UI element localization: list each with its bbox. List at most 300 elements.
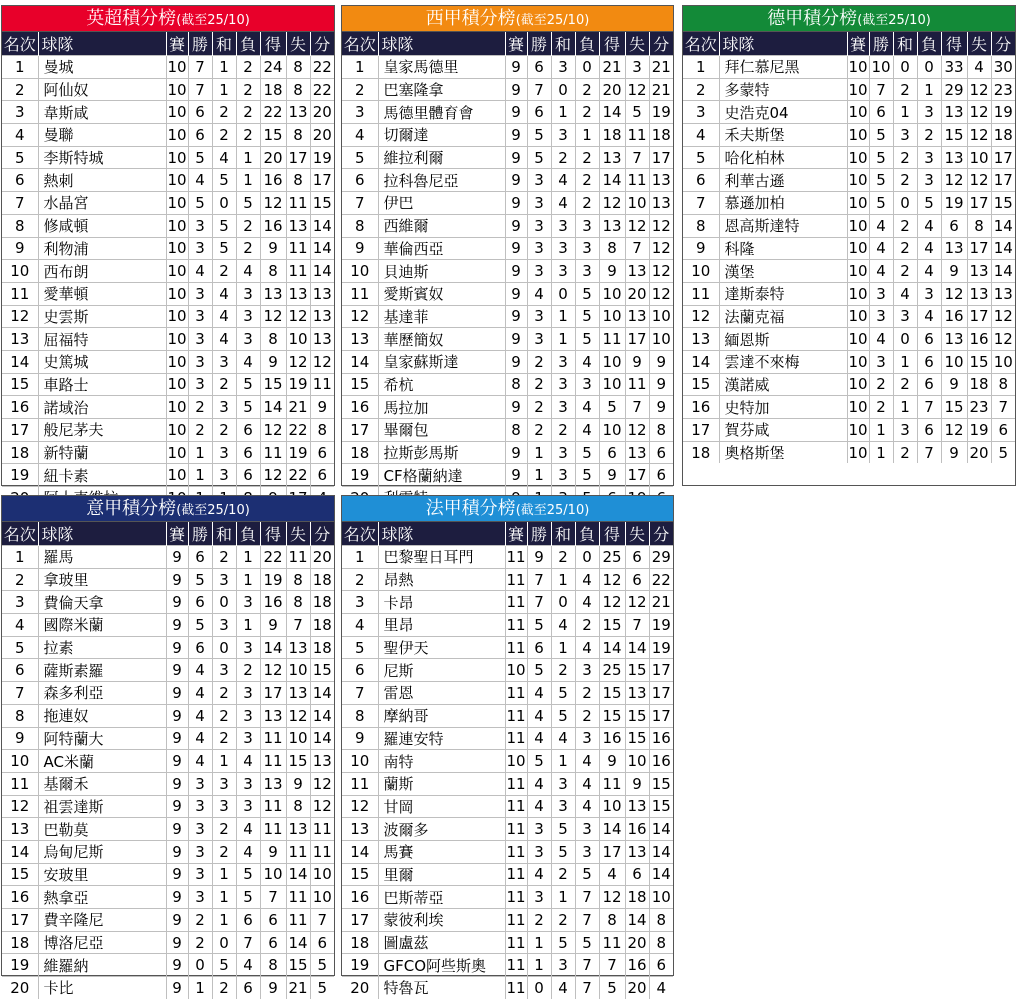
stat-cell: 12 (991, 305, 1015, 328)
stat-cell: 9 (166, 682, 188, 705)
stat-cell: 15 (649, 772, 673, 795)
team-name: 雲達不來梅 (719, 350, 847, 373)
stat-cell: 9 (505, 305, 527, 328)
table-row (2, 169, 334, 192)
stat-cell: 3 (212, 614, 236, 637)
stat-cell: 18 (310, 591, 334, 614)
stat-cell: 4 (575, 350, 599, 373)
team-name: AC米蘭 (38, 750, 166, 773)
stat-cell: 2 (212, 727, 236, 750)
stat-cell: 9 (166, 704, 188, 727)
stat-cell: 15 (260, 373, 286, 396)
stat-cell: 5 (683, 146, 719, 169)
stat-cell: 20 (310, 101, 334, 124)
stat-cell: 9 (166, 840, 188, 863)
stat-cell: 12 (625, 78, 649, 101)
column-header: 賽 (166, 32, 188, 56)
stat-cell: 1 (893, 350, 917, 373)
team-name: 禾夫斯堡 (719, 124, 847, 147)
stat-cell: 1 (212, 750, 236, 773)
stat-cell: 13 (286, 282, 310, 305)
stat-cell: 15 (967, 350, 991, 373)
stat-cell: 2 (236, 659, 260, 682)
stat-cell: 6 (917, 350, 941, 373)
header-row (2, 32, 334, 56)
header-row (342, 522, 673, 546)
stat-cell: 14 (599, 636, 625, 659)
stat-cell: 8 (342, 214, 378, 237)
stat-cell: 5 (188, 614, 212, 637)
stat-cell: 10 (847, 419, 869, 442)
stat-cell: 19 (286, 441, 310, 464)
table-row (342, 260, 673, 283)
stat-cell: 5 (869, 169, 893, 192)
column-header: 名次 (2, 32, 38, 56)
stat-cell: 2 (575, 146, 599, 169)
stat-cell: 10 (847, 260, 869, 283)
stat-cell: 3 (527, 886, 551, 909)
table-row (2, 659, 334, 682)
stat-cell: 0 (527, 977, 551, 999)
stat-cell: 1 (212, 909, 236, 932)
stat-cell: 12 (260, 192, 286, 215)
stat-cell: 22 (286, 464, 310, 487)
team-name: 波爾多 (378, 818, 505, 841)
stat-cell: 4 (236, 350, 260, 373)
stat-cell: 3 (188, 350, 212, 373)
team-name: 賀芬咸 (719, 419, 847, 442)
stat-cell: 11 (599, 931, 625, 954)
stat-cell: 10 (2, 750, 38, 773)
stat-cell: 11 (505, 818, 527, 841)
laliga-title (342, 6, 673, 32)
team-name: 利華古遜 (719, 169, 847, 192)
stat-cell: 3 (551, 237, 575, 260)
stat-cell: 18 (683, 441, 719, 463)
stat-cell: 20 (2, 977, 38, 999)
stat-cell: 2 (917, 124, 941, 147)
stat-cell: 11 (599, 772, 625, 795)
stat-cell: 9 (505, 214, 527, 237)
stat-cell: 4 (917, 237, 941, 260)
stat-cell: 13 (310, 282, 334, 305)
stat-cell: 22 (310, 78, 334, 101)
stat-cell: 11 (505, 546, 527, 569)
stat-cell: 16 (2, 396, 38, 419)
table-row (683, 237, 1015, 260)
team-name: 拖連奴 (38, 704, 166, 727)
team-name: 哈化柏林 (719, 146, 847, 169)
stat-cell: 1 (551, 568, 575, 591)
stat-cell: 2 (551, 546, 575, 569)
stat-cell: 8 (649, 419, 673, 442)
stat-cell: 2 (188, 396, 212, 419)
stat-cell: 5 (212, 214, 236, 237)
team-name: 羅連安特 (378, 727, 505, 750)
team-name: 新特蘭 (38, 441, 166, 464)
column-header: 勝 (869, 32, 893, 56)
stat-cell: 14 (310, 237, 334, 260)
stat-cell: 0 (893, 328, 917, 351)
stat-cell: 12 (625, 214, 649, 237)
stat-cell: 11 (505, 704, 527, 727)
stat-cell: 9 (505, 441, 527, 464)
team-name: 里爾 (378, 863, 505, 886)
stat-cell: 9 (260, 350, 286, 373)
stat-cell: 13 (310, 750, 334, 773)
table-row (2, 909, 334, 932)
stat-cell: 19 (967, 419, 991, 442)
stat-cell: 2 (575, 78, 599, 101)
header-row (342, 32, 673, 56)
team-name: 紐卡素 (38, 464, 166, 487)
stat-cell: 4 (527, 282, 551, 305)
stat-cell: 12 (599, 886, 625, 909)
stat-cell: 10 (286, 659, 310, 682)
stat-cell: 3 (551, 464, 575, 487)
stat-cell: 4 (236, 840, 260, 863)
stat-cell: 8 (649, 931, 673, 954)
team-name: 摩納哥 (378, 704, 505, 727)
table-row (342, 441, 673, 464)
stat-cell: 16 (649, 727, 673, 750)
stat-cell: 14 (310, 214, 334, 237)
column-header: 負 (236, 522, 260, 546)
stat-cell: 10 (847, 373, 869, 396)
stat-cell: 11 (260, 441, 286, 464)
team-name: 羅馬 (38, 546, 166, 569)
table-row (2, 373, 334, 396)
stat-cell: 7 (260, 886, 286, 909)
stat-cell: 20 (967, 441, 991, 463)
stat-cell: 11 (599, 328, 625, 351)
stat-cell: 12 (310, 350, 334, 373)
stat-cell: 11 (505, 840, 527, 863)
stat-cell: 3 (917, 282, 941, 305)
stat-cell: 12 (286, 350, 310, 373)
stat-cell: 5 (527, 614, 551, 637)
team-name: 安玻里 (38, 863, 166, 886)
stat-cell: 11 (286, 909, 310, 932)
stat-cell: 12 (310, 795, 334, 818)
stat-cell: 10 (847, 169, 869, 192)
table-row (342, 682, 673, 705)
stat-cell: 13 (625, 682, 649, 705)
stat-cell: 16 (2, 886, 38, 909)
stat-cell: 7 (869, 78, 893, 101)
stat-cell: 9 (505, 124, 527, 147)
table-row (342, 305, 673, 328)
stat-cell: 2 (236, 78, 260, 101)
stat-cell: 17 (967, 237, 991, 260)
stat-cell: 3 (236, 636, 260, 659)
stat-cell: 6 (649, 464, 673, 487)
stat-cell: 4 (599, 863, 625, 886)
seriea-title (2, 496, 334, 522)
stat-cell: 11 (260, 750, 286, 773)
team-name: 南特 (378, 750, 505, 773)
stat-cell: 10 (847, 101, 869, 124)
stat-cell: 14 (342, 840, 378, 863)
stat-cell: 3 (188, 818, 212, 841)
stat-cell: 10 (967, 146, 991, 169)
stat-cell: 13 (342, 328, 378, 351)
stat-cell: 3 (527, 260, 551, 283)
laliga-title-text: 西甲積分榜 (425, 8, 516, 29)
stat-cell: 6 (188, 124, 212, 147)
stat-cell: 9 (166, 772, 188, 795)
stat-cell: 0 (212, 636, 236, 659)
stat-cell: 2 (188, 419, 212, 442)
stat-cell: 4 (188, 682, 212, 705)
stat-cell: 11 (286, 260, 310, 283)
table-row (2, 636, 334, 659)
stat-cell: 1 (2, 546, 38, 569)
column-header: 得 (260, 522, 286, 546)
stat-cell: 15 (310, 659, 334, 682)
stat-cell: 5 (188, 568, 212, 591)
stat-cell: 10 (505, 659, 527, 682)
stat-cell: 10 (166, 237, 188, 260)
stat-cell: 13 (286, 214, 310, 237)
stat-cell: 2 (212, 546, 236, 569)
stat-cell: 5 (342, 146, 378, 169)
epl-subtitle: (截至25/10) (176, 13, 250, 28)
column-header: 球隊 (38, 32, 166, 56)
stat-cell: 2 (575, 101, 599, 124)
team-name: 蒙彼利埃 (378, 909, 505, 932)
stat-cell: 10 (599, 350, 625, 373)
stat-cell: 18 (310, 636, 334, 659)
stat-cell: 11 (505, 863, 527, 886)
stat-cell: 2 (212, 977, 236, 999)
team-name: 巴斯蒂亞 (378, 886, 505, 909)
stat-cell: 7 (342, 192, 378, 215)
laliga-subtitle: (截至25/10) (515, 13, 590, 28)
stat-cell: 9 (599, 464, 625, 487)
stat-cell: 3 (236, 772, 260, 795)
stat-cell: 2 (236, 214, 260, 237)
stat-cell: 2 (575, 682, 599, 705)
stat-cell: 0 (575, 546, 599, 569)
stat-cell: 1 (869, 441, 893, 463)
table-row (342, 396, 673, 419)
stat-cell: 13 (625, 441, 649, 464)
stat-cell: 17 (260, 682, 286, 705)
stat-cell: 11 (505, 591, 527, 614)
team-name: 畢爾包 (378, 419, 505, 442)
stat-cell: 16 (967, 328, 991, 351)
team-name: 希杭 (378, 373, 505, 396)
team-name: 史篤城 (38, 350, 166, 373)
stat-cell: 18 (2, 441, 38, 464)
stat-cell: 14 (649, 818, 673, 841)
table-row (342, 704, 673, 727)
stat-cell: 24 (260, 56, 286, 79)
team-name: 蘭斯 (378, 772, 505, 795)
stat-cell: 2 (893, 260, 917, 283)
stat-cell: 2 (893, 441, 917, 463)
table-row (683, 419, 1015, 442)
stat-cell: 4 (342, 614, 378, 637)
column-header: 賽 (847, 32, 869, 56)
stat-cell: 13 (649, 192, 673, 215)
stat-cell: 11 (310, 818, 334, 841)
stat-cell: 14 (310, 260, 334, 283)
stat-cell: 2 (893, 146, 917, 169)
table-row (683, 282, 1015, 305)
stat-cell: 13 (967, 282, 991, 305)
stat-cell: 10 (847, 192, 869, 215)
stat-cell: 12 (941, 419, 967, 442)
ligue1-table (342, 522, 673, 999)
stat-cell: 4 (188, 727, 212, 750)
stat-cell: 13 (625, 260, 649, 283)
stat-cell: 6 (625, 546, 649, 569)
stat-cell: 6 (236, 977, 260, 999)
stat-cell: 15 (599, 704, 625, 727)
stat-cell: 4 (551, 169, 575, 192)
stat-cell: 4 (683, 124, 719, 147)
stat-cell: 3 (2, 101, 38, 124)
table-row (2, 282, 334, 305)
stat-cell: 4 (2, 124, 38, 147)
stat-cell: 9 (941, 373, 967, 396)
table-row (2, 840, 334, 863)
stat-cell: 13 (2, 818, 38, 841)
stat-cell: 11 (505, 614, 527, 637)
stat-cell: 5 (236, 863, 260, 886)
stat-cell: 2 (551, 909, 575, 932)
stat-cell: 6 (527, 56, 551, 79)
stat-cell: 4 (649, 977, 673, 999)
stat-cell: 1 (212, 78, 236, 101)
stat-cell: 9 (505, 146, 527, 169)
table-row (2, 192, 334, 215)
stat-cell: 21 (649, 78, 673, 101)
seriea-standings (1, 495, 335, 998)
stat-cell: 3 (188, 886, 212, 909)
stat-cell: 9 (505, 169, 527, 192)
stat-cell: 8 (286, 124, 310, 147)
stat-cell: 1 (683, 56, 719, 79)
stat-cell: 4 (188, 704, 212, 727)
stat-cell: 11 (505, 727, 527, 750)
header-row (683, 32, 1015, 56)
stat-cell: 12 (649, 282, 673, 305)
stat-cell: 14 (991, 260, 1015, 283)
stat-cell: 5 (236, 192, 260, 215)
team-name: 圖盧茲 (378, 931, 505, 954)
stat-cell: 10 (166, 146, 188, 169)
stat-cell: 13 (625, 840, 649, 863)
stat-cell: 7 (188, 78, 212, 101)
column-header: 得 (599, 522, 625, 546)
stat-cell: 22 (649, 568, 673, 591)
stat-cell: 12 (342, 795, 378, 818)
stat-cell: 10 (599, 282, 625, 305)
stat-cell: 2 (212, 124, 236, 147)
stat-cell: 0 (893, 192, 917, 215)
stat-cell: 4 (212, 282, 236, 305)
stat-cell: 29 (649, 546, 673, 569)
stat-cell: 1 (236, 146, 260, 169)
stat-cell: 17 (683, 419, 719, 442)
stat-cell: 15 (941, 396, 967, 419)
stat-cell: 23 (967, 396, 991, 419)
table-row (683, 214, 1015, 237)
stat-cell: 3 (575, 373, 599, 396)
stat-cell: 8 (286, 169, 310, 192)
stat-cell: 3 (917, 169, 941, 192)
team-name: 熱刺 (38, 169, 166, 192)
column-header: 和 (551, 522, 575, 546)
table-row (2, 214, 334, 237)
stat-cell: 1 (551, 636, 575, 659)
stat-cell: 15 (599, 614, 625, 637)
stat-cell: 2 (236, 237, 260, 260)
stat-cell: 1 (551, 305, 575, 328)
stat-cell: 19 (342, 464, 378, 487)
stat-cell: 12 (260, 419, 286, 442)
stat-cell: 10 (649, 328, 673, 351)
stat-cell: 15 (2, 863, 38, 886)
stat-cell: 1 (869, 419, 893, 442)
stat-cell: 1 (551, 328, 575, 351)
stat-cell: 3 (551, 56, 575, 79)
table-row (2, 795, 334, 818)
stat-cell: 9 (649, 396, 673, 419)
stat-cell: 9 (505, 78, 527, 101)
stat-cell: 25 (599, 546, 625, 569)
team-name: GFCO阿些斯奧 (378, 954, 505, 977)
stat-cell: 6 (188, 636, 212, 659)
column-header: 失 (286, 32, 310, 56)
stat-cell: 5 (917, 192, 941, 215)
stat-cell: 4 (575, 568, 599, 591)
stat-cell: 2 (893, 214, 917, 237)
stat-cell: 16 (260, 214, 286, 237)
stat-cell: 19 (649, 101, 673, 124)
epl-table (2, 32, 334, 509)
stat-cell: 14 (649, 863, 673, 886)
stat-cell: 11 (286, 237, 310, 260)
stat-cell: 9 (505, 464, 527, 487)
stat-cell: 4 (527, 682, 551, 705)
stat-cell: 14 (649, 840, 673, 863)
team-name: 拉科魯尼亞 (378, 169, 505, 192)
stat-cell: 10 (683, 260, 719, 283)
stat-cell: 2 (527, 373, 551, 396)
stat-cell: 5 (551, 704, 575, 727)
stat-cell: 17 (286, 146, 310, 169)
stat-cell: 2 (893, 237, 917, 260)
stat-cell: 15 (625, 727, 649, 750)
team-name: 巴塞隆拿 (378, 78, 505, 101)
stat-cell: 9 (166, 659, 188, 682)
stat-cell: 8 (967, 214, 991, 237)
team-name: 博洛尼亞 (38, 931, 166, 954)
stat-cell: 13 (941, 328, 967, 351)
stat-cell: 5 (599, 977, 625, 999)
table-row (2, 977, 334, 999)
seriea-table (2, 522, 334, 999)
stat-cell: 4 (527, 704, 551, 727)
table-row (342, 373, 673, 396)
stat-cell: 9 (286, 772, 310, 795)
stat-cell: 8 (2, 704, 38, 727)
table-row (342, 795, 673, 818)
